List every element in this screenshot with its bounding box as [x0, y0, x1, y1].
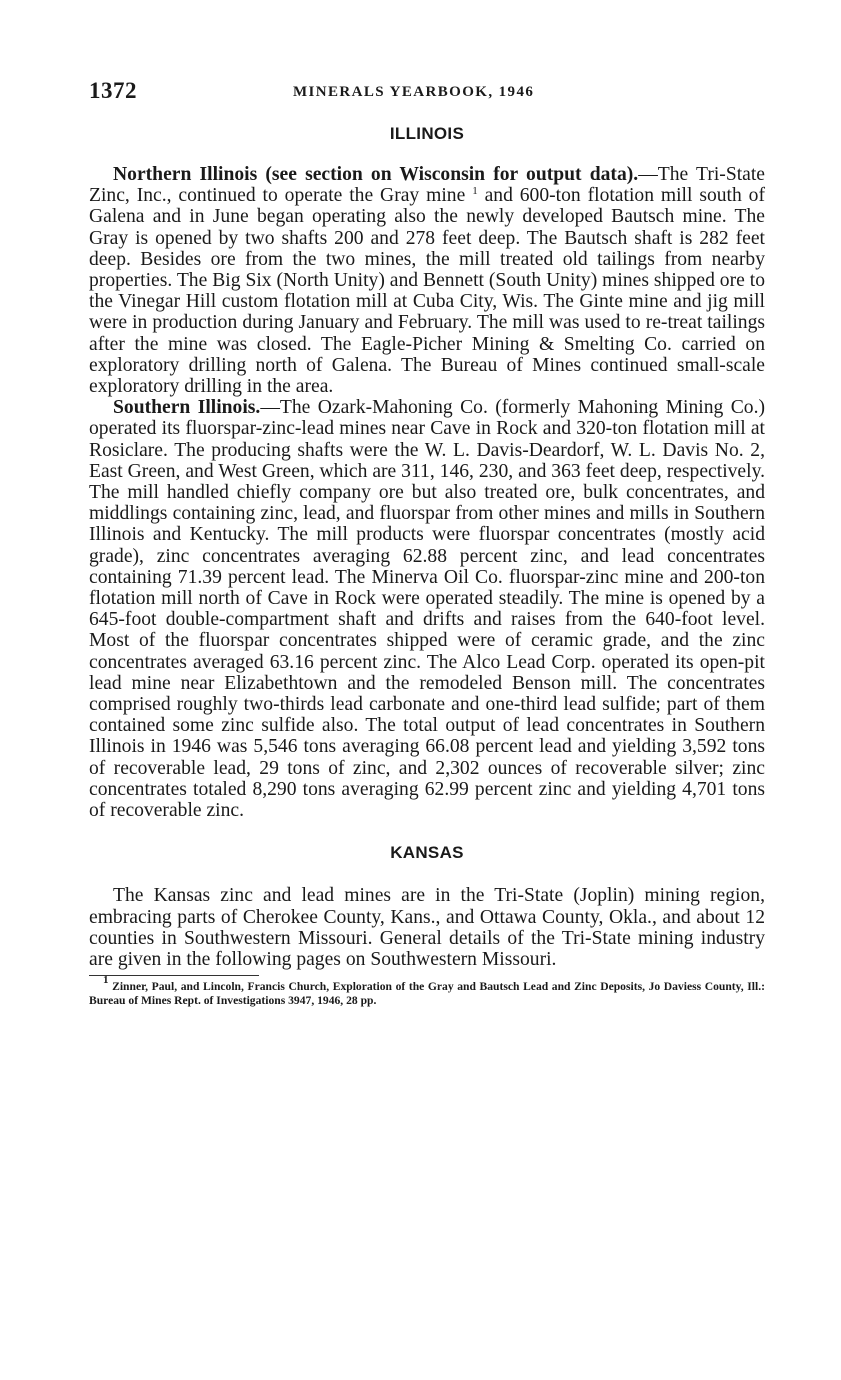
- footnote-rule: [89, 975, 259, 976]
- running-head: [89, 78, 765, 106]
- footnote: [89, 974, 765, 1008]
- section-heading-illinois: ILLINOIS: [389, 124, 465, 143]
- run-in-heading-southern-illinois: Southern Illinois.: [113, 397, 261, 419]
- running-title: MINERALS YEARBOOK, 1946: [293, 84, 535, 100]
- run-in-heading-northern-illinois: Northern Illinois (see section on Wisconsin for output data).: [113, 164, 639, 185]
- footnote-marker: 1: [103, 974, 109, 987]
- northern-illinois-text-part-1: —The Tri-State Zinc, Inc., continued to operate the Gray mine: [89, 164, 765, 207]
- paragraph-southern-illinois: [89, 397, 765, 821]
- footnote-reference: 1: [472, 185, 478, 198]
- footnote-text: Zinner, Paul, and Lincoln, Francis Church, Exploration of the Gray and Bautsch Lead and Zinc Deposits, Jo Daviess County, Ill.: Bureau of Mines Rept. of Investigations 3947, 1946, 28 pp.: [89, 980, 765, 1008]
- paragraph-kansas: The Kansas zinc and lead mines are in the Tri-State (Joplin) mining region, embracing parts of Cherokee County, Kans., and Ottawa County, Okla., and about 12 counties in Southwestern Missouri. General details of the Tri-State mining industry are given in the following pages on Southwestern Missouri.: [89, 885, 765, 970]
- southern-illinois-text: —The Ozark-Mahoning Co. (formerly Mahoning Mining Co.) operated its fluorspar-zinc-lead mines near Cave in Rock and 320-ton flotation mill at Rosiclare. The producing shafts were the W. L. Davis-Deardorf, W. L. Davis No. 2, East Green, and West Green, which are 311, 146, 230, and 363 feet deep, respectively. The mill handled chiefly company ore but also treated ore, bulk concentrates, and middlings containing zinc, lead, and fluorspar from other mines and mills in Southern Illinois and Kentucky. The mill products were fluorspar concentrates (mostly acid grade), zinc concentrates averaging 62.88 percent zinc, and lead concentrates containing 71.39 percent lead. The Minerva Oil Co. fluorspar-zinc mine and 200-ton flotation mill north of Cave in Rock were operated steadily. The mine is opened by a 645-foot double-compartment shaft and drifts and raises from the 640-foot level. Most of the fluorspar concentrates shipped were of ceramic grade, and the zinc concentrates averaged 63.16 percent zinc. The Alco Lead Corp. operated its open-pit lead mine near Elizabethtown and the remodeled Benson mill. The concentrates comprised roughly two-thirds lead carbonate and one-third lead sulfide; part of them contained some zinc sulfide also. The total output of lead concentrates in Southern Illinois in 1946 was 5,546 tons averaging 66.08 percent lead and yielding 3,592 tons of recoverable lead, 29 tons of zinc, and 2,302 ounces of recoverable silver; zinc concentrates totaled 8,290 tons averaging 62.99 percent zinc and yielding 4,701 tons of recoverable zinc.: [89, 397, 765, 822]
- section-heading-kansas: KANSAS: [390, 843, 464, 863]
- paragraph-northern-illinois: [89, 164, 765, 397]
- northern-illinois-text-part-2: and 600-ton flotation mill south of Galena and in June began operating also the newly developed Bautsch mine. The Gray is opened by two shafts 200 and 278 feet deep. The Bautsch shaft is 282 feet deep. Besides ore from the two mines, the mill treated old tailings from nearby properties. The Big Six (North Unity) and Bennett (South Unity) mines shipped ore to the Vinegar Hill custom flotation mill at Cuba City, Wis. The Ginte mine and jig mill were in production during January and February. The mill was used to re-treat tailings after the mine was closed. The Eagle-Picher Mining & Smelting Co. carried on exploratory drilling north of Galena. The Bureau of Mines continued small-scale exploratory drilling in the area.: [89, 185, 766, 398]
- document-page: [89, 78, 765, 1008]
- page-number: 1372: [89, 78, 137, 103]
